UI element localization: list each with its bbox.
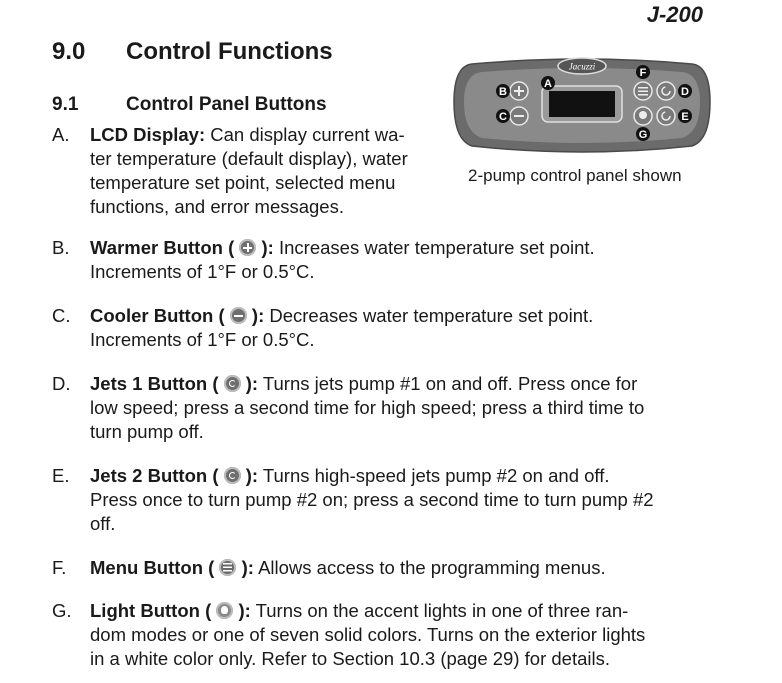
item-line: turn pump off. — [90, 421, 204, 442]
figure-caption: 2-pump control panel shown — [468, 166, 682, 185]
model-label: J-200 — [646, 2, 703, 27]
item-name-close: ): — [241, 557, 254, 578]
section-number: 9.0 — [52, 38, 86, 65]
callout-c: C — [499, 111, 507, 123]
item-warmer-button — [52, 236, 595, 284]
item-menu-button — [52, 556, 606, 580]
control-panel-figure — [452, 50, 712, 160]
item-line: Can display current wa- — [210, 124, 405, 145]
item-name: Cooler Button ( — [90, 305, 225, 326]
logo-text: Jacuzzi — [568, 61, 596, 72]
minus-icon — [230, 307, 247, 324]
plus-icon — [239, 239, 256, 256]
item-line: Allows access to the programming menus. — [258, 557, 606, 578]
section-title — [52, 38, 333, 66]
callout-a: A — [544, 78, 552, 90]
jets-icon — [224, 375, 241, 392]
menu-icon — [219, 559, 236, 576]
item-name: Light Button ( — [90, 600, 212, 621]
item-line: Turns jets pump #1 on and off. Press once for — [262, 373, 638, 394]
section-title-text: Control Functions — [126, 38, 333, 65]
item-name: Warmer Button ( — [90, 237, 235, 258]
item-line: Increments of 1°F or 0.5°C. — [90, 329, 315, 350]
item-letter: B. — [52, 237, 70, 258]
subsection-title-text: Control Panel Buttons — [126, 94, 327, 115]
item-letter: A. — [52, 124, 70, 145]
item-letter: G. — [52, 600, 72, 621]
item-line: Increases water temperature set point. — [278, 237, 595, 258]
item-line: Increments of 1°F or 0.5°C. — [90, 261, 315, 282]
item-letter: F. — [52, 557, 67, 578]
item-line: Decreases water temperature set point. — [269, 305, 594, 326]
item-line: Turns on the accent lights in one of three ran- — [255, 600, 629, 621]
item-line: Turns high-speed jets pump #2 on and off. — [262, 465, 610, 486]
item-letter: E. — [52, 465, 70, 486]
subsection-number: 9.1 — [52, 94, 79, 115]
callout-g: G — [638, 129, 648, 141]
item-jets1-button — [52, 372, 644, 444]
lcd-screen — [549, 91, 615, 117]
item-line: ter temperature (default display), water — [90, 148, 408, 169]
callout-b: B — [499, 86, 507, 98]
item-line: temperature set point, selected menu — [90, 172, 396, 193]
item-line: dom modes or one of seven solid colors. Turns on the exterior lights — [90, 624, 646, 645]
item-line: low speed; press a second time for high speed; press a third time to — [90, 397, 645, 418]
item-cooler-button — [52, 304, 593, 352]
item-line: off. — [90, 513, 116, 534]
item-name: LCD Display: — [90, 124, 206, 145]
callout-e: E — [681, 111, 689, 123]
item-light-button — [52, 599, 645, 671]
item-name: Jets 2 Button ( — [90, 465, 219, 486]
item-name-close: ): — [245, 373, 259, 394]
jets1-button-figure — [657, 82, 675, 100]
item-name-close: ): — [238, 600, 251, 621]
item-jets2-button — [52, 464, 654, 536]
item-name: Jets 1 Button ( — [90, 373, 219, 394]
item-name: Menu Button ( — [90, 557, 215, 578]
subsection-title — [52, 94, 327, 116]
light-bulb-icon — [216, 602, 233, 619]
jets2-button-figure — [657, 107, 675, 125]
jets-icon — [224, 467, 241, 484]
callout-d: D — [681, 86, 689, 98]
item-name-close: ): — [261, 237, 274, 258]
item-name-close: ): — [245, 465, 259, 486]
item-line: functions, and error messages. — [90, 196, 344, 217]
item-line: Press once to turn pump #2 on; press a second time to turn pump #2 — [90, 489, 654, 510]
item-line: in a white color only. Refer to Section 10.3 (page 29) for details. — [90, 648, 610, 669]
item-letter: C. — [52, 305, 71, 326]
item-letter: D. — [52, 373, 71, 394]
callout-f: F — [639, 67, 647, 79]
item-lcd-display — [52, 123, 408, 219]
item-name-close: ): — [251, 305, 265, 326]
